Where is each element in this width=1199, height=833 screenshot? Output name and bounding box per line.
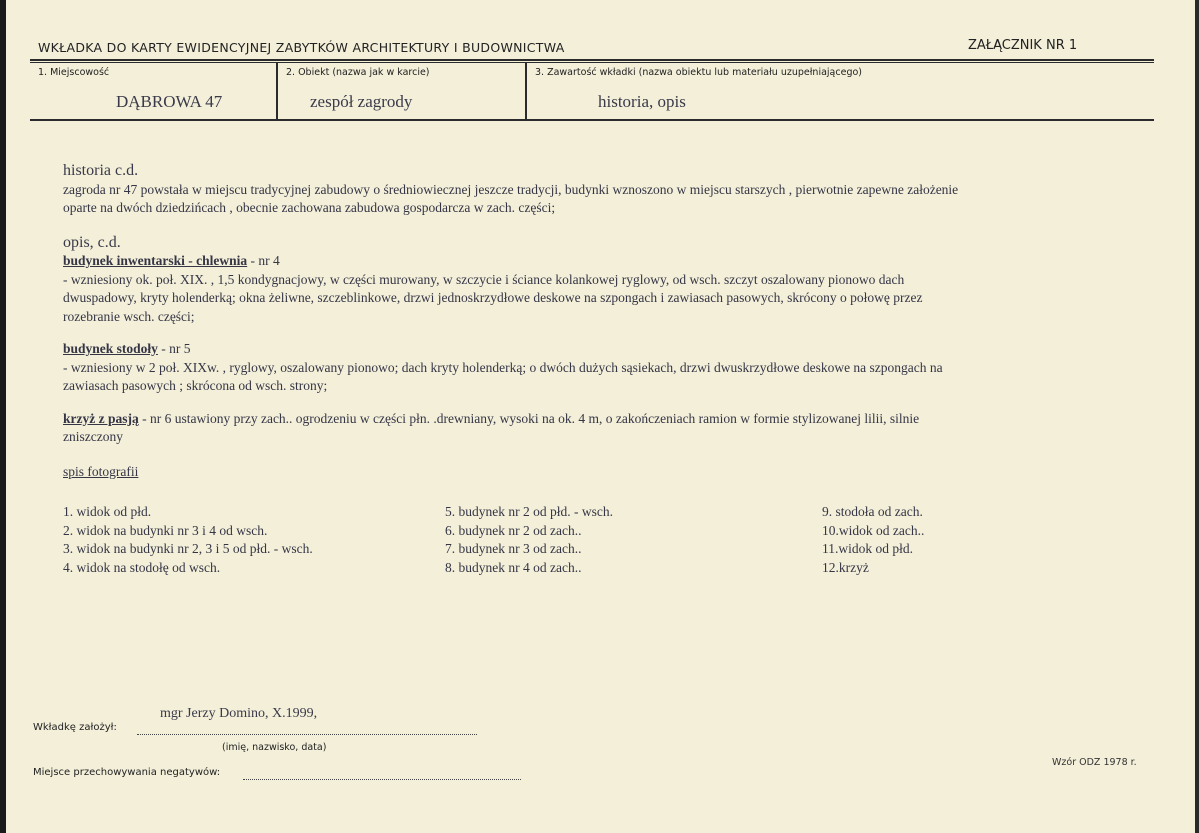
- scan-edge-left: [0, 0, 6, 833]
- photo-item: 10.widok od zach..: [822, 522, 925, 538]
- building-1-line: rozebranie wsch. części;: [63, 308, 195, 324]
- building-2-title: budynek stodoły: [63, 341, 158, 356]
- building-2-title-line: [63, 340, 1158, 359]
- building-1-line: - wzniesiony ok. poł. XIX. , 1,5 kondygnacjowy, w części murowany, w szczycie i ściance kolankowej ryglowy, od wsch. szczyt oszalowany pionowo dach: [63, 271, 905, 287]
- description-body: [63, 162, 1158, 481]
- content-value: historia, opis: [598, 92, 686, 111]
- header-rule-top-2: [30, 62, 1154, 63]
- locality-value: DĄBROWA 47: [116, 92, 223, 111]
- photo-list-col-2: [445, 503, 613, 577]
- author-sublabel: (imię, nazwisko, data): [222, 742, 327, 753]
- building-3-text: - nr 6 ustawiony przy zach.. ogrodzeniu w części płn. .drewniany, wysoki na ok. 4 m, o zakończeniach ramion w formie stylizowanej lilii, silnie: [138, 410, 920, 426]
- building-1-number: - nr 4: [247, 253, 280, 268]
- building-2-number: - nr 5: [157, 341, 191, 356]
- author-signature: mgr Jerzy Domino, X.1999,: [160, 706, 318, 721]
- storage-dotted-line: [243, 779, 521, 780]
- content-label: 3. Zawartość wkładki (nazwa obiektu lub materiału uzupełniającego): [535, 67, 862, 78]
- form-title: WKŁADKA DO KARTY EWIDENCYJNEJ ZABYTKÓW ARCHITEKTURY I BUDOWNICTWA: [38, 40, 565, 55]
- building-3-title: krzyż z pasją: [63, 410, 139, 426]
- history-heading: historia c.d.: [63, 162, 139, 179]
- annex-number: ZAŁĄCZNIK NR 1: [968, 38, 1078, 53]
- photo-item: 9. stodoła od zach.: [822, 504, 923, 519]
- history-line: zagroda nr 47 powstała w miejscu tradycyjnej zabudowy o średniowiecznej jeszcze tradycji, budynki wznoszono w miejscu starszych , pierwotnie zapewne założenie: [63, 181, 959, 197]
- object-label: 2. Obiekt (nazwa jak w karcie): [286, 67, 430, 78]
- photo-item: 2. widok na budynki nr 3 i 4 od wsch.: [63, 522, 268, 538]
- description-heading: opis, c.d.: [63, 233, 121, 251]
- building-3-line: [63, 410, 1158, 429]
- photo-item: 8. budynek nr 4 od zach..: [445, 559, 582, 575]
- building-3-line: zniszczony: [63, 429, 123, 444]
- locality-label: 1. Miejscowość: [38, 67, 110, 78]
- photo-list-col-1: [63, 503, 313, 577]
- storage-label: Miejsce przechowywania negatywów:: [33, 767, 221, 778]
- author-dotted-line: [137, 734, 477, 735]
- building-1-title: budynek inwentarski - chlewnia: [63, 253, 248, 268]
- photo-item: 12.krzyż: [822, 559, 869, 575]
- photo-item: 11.widok od płd.: [822, 541, 913, 556]
- object-value: zespół zagrody: [310, 92, 413, 111]
- building-1-line: dwuspadowy, kryty holenderką; okna żeliwne, szczeblinkowe, drzwi jednoskrzydłowe deskowe na szpongach i zawiasach pasowych, skrócony o połowę przez: [63, 290, 923, 305]
- building-1-title-line: [63, 252, 1158, 271]
- template-note: Wzór ODZ 1978 r.: [1052, 757, 1137, 768]
- photo-item: 7. budynek nr 3 od zach..: [445, 541, 582, 556]
- photo-item: 1. widok od płd.: [63, 504, 152, 519]
- photo-item: 6. budynek nr 2 od zach..: [445, 522, 582, 538]
- header-rule-bottom: [30, 119, 1154, 121]
- building-2-line: zawiasach pasowych ; skrócona od wsch. strony;: [63, 378, 328, 393]
- photo-item: 4. widok na stodołę od wsch.: [63, 559, 221, 575]
- building-2-line: - wzniesiony w 2 poł. XIXw. , ryglowy, oszalowany pionowo; dach kryty holenderką; o dwóch dużych sąsiekach, drzwi dwuskrzydłowe deskowe na szpongach na: [63, 359, 943, 375]
- photo-item: 3. widok na budynki nr 2, 3 i 5 od płd. - wsch.: [63, 541, 313, 556]
- author-label: Wkładkę założył:: [33, 722, 117, 733]
- scan-edge-right: [1195, 0, 1199, 833]
- field-divider-2: [525, 62, 527, 120]
- field-divider-1: [276, 62, 278, 120]
- history-line: oparte na dwóch dziedzińcach , obecnie zachowana zabudowa gospodarcza w zach. części;: [63, 200, 556, 215]
- photo-list-col-3: [822, 503, 924, 577]
- header-rule-top: [30, 59, 1154, 61]
- photos-heading: spis fotografii: [63, 463, 139, 479]
- photo-item: 5. budynek nr 2 od płd. - wsch.: [445, 504, 613, 519]
